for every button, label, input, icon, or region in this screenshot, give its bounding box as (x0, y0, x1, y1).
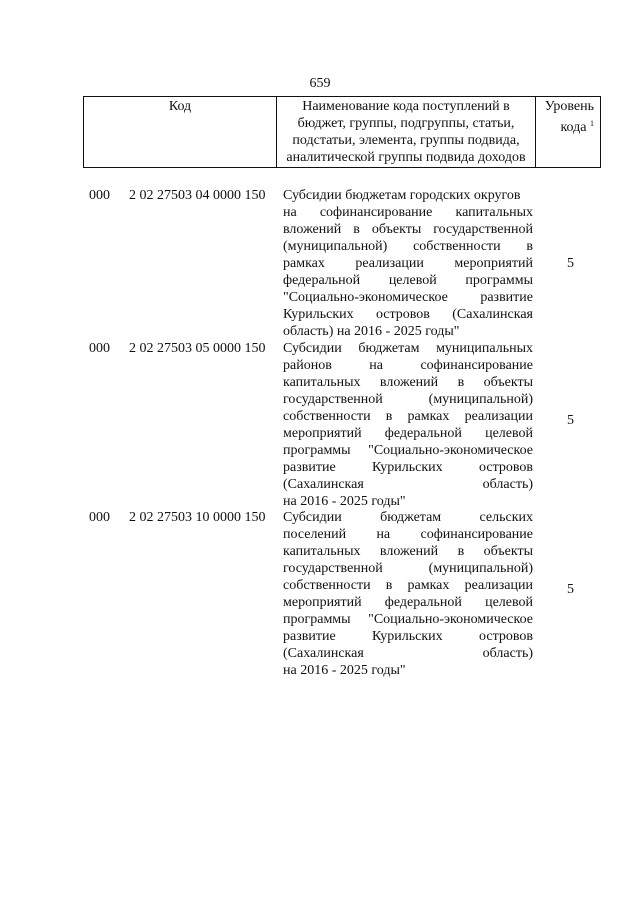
description-line: развитие Курильских островов (283, 460, 533, 475)
description-line: государственной (муниципальной) (283, 392, 533, 407)
description-line: капитальных вложений в объекты (283, 544, 533, 559)
income-description (283, 340, 533, 510)
description-line: капитальных вложений в объекты (283, 375, 533, 390)
code-level: 5 (567, 413, 574, 428)
description-line: вложений в объекты государственной (283, 222, 533, 237)
header-level-word: кода (560, 120, 587, 135)
code-level: 5 (567, 582, 574, 597)
income-description (283, 509, 533, 679)
admin-code: 000 (89, 341, 110, 356)
code-level: 5 (567, 256, 574, 271)
description-line: районов на софинансирование (283, 358, 533, 373)
header-name-line: Наименование кода поступлений в (302, 99, 510, 114)
header-name-line: бюджет, группы, подгруппы, статьи, (297, 116, 515, 131)
income-code: 2 02 27503 05 0000 150 (129, 341, 266, 356)
header-level-cell (536, 97, 601, 168)
header-row (84, 97, 601, 168)
description-line: собственности в рамках реализации (283, 578, 533, 593)
page-number: 659 (309, 76, 331, 91)
description-line: поселений на софинансирование (283, 527, 533, 542)
admin-code: 000 (89, 510, 110, 525)
description-line: (Сахалинская область) (283, 646, 533, 661)
header-code-label: Код (168, 99, 192, 114)
description-line: Субсидии бюджетам городских округов (283, 188, 521, 203)
header-name-line: подстатьи, элемента, группы подвида, (292, 133, 520, 148)
description-line: на 2016 - 2025 годы" (283, 663, 406, 678)
header-name-cell (277, 97, 536, 168)
description-line: (Сахалинская область) (283, 477, 533, 492)
header-level-line (539, 115, 594, 136)
income-code: 2 02 27503 04 0000 150 (129, 188, 266, 203)
description-line: область) на 2016 - 2025 годы" (283, 324, 460, 339)
description-line: Курильских островов (Сахалинская (283, 307, 533, 322)
income-code: 2 02 27503 10 0000 150 (129, 510, 266, 525)
description-line: собственности в рамках реализации (283, 409, 533, 424)
description-line: развитие Курильских островов (283, 629, 533, 644)
description-line: федеральной целевой программы (283, 273, 533, 288)
income-description (283, 187, 533, 340)
description-line: программы "Социально-экономическое (283, 443, 533, 458)
description-line: государственной (муниципальной) (283, 561, 533, 576)
description-line: мероприятий федеральной целевой (283, 595, 533, 610)
header-level-line: Уровень (544, 99, 594, 114)
description-line: "Социально-экономическое развитие (283, 290, 533, 305)
description-line: на софинансирование капитальных (283, 205, 533, 220)
description-line: Субсидии бюджетам сельских (283, 510, 533, 525)
description-line: рамках реализации мероприятий (283, 256, 533, 271)
header-table (83, 96, 601, 168)
description-line: Субсидии бюджетам муниципальных (283, 341, 533, 356)
description-line: мероприятий федеральной целевой (283, 426, 533, 441)
header-code-cell (84, 97, 277, 168)
description-line: на 2016 - 2025 годы" (283, 494, 406, 509)
description-line: программы "Социально-экономическое (283, 612, 533, 627)
header-name-line: аналитической группы подвида доходов (286, 150, 526, 165)
admin-code: 000 (89, 188, 110, 203)
description-line: (муниципальной) собственности в (283, 239, 533, 254)
footnote-marker: 1 (590, 119, 594, 128)
